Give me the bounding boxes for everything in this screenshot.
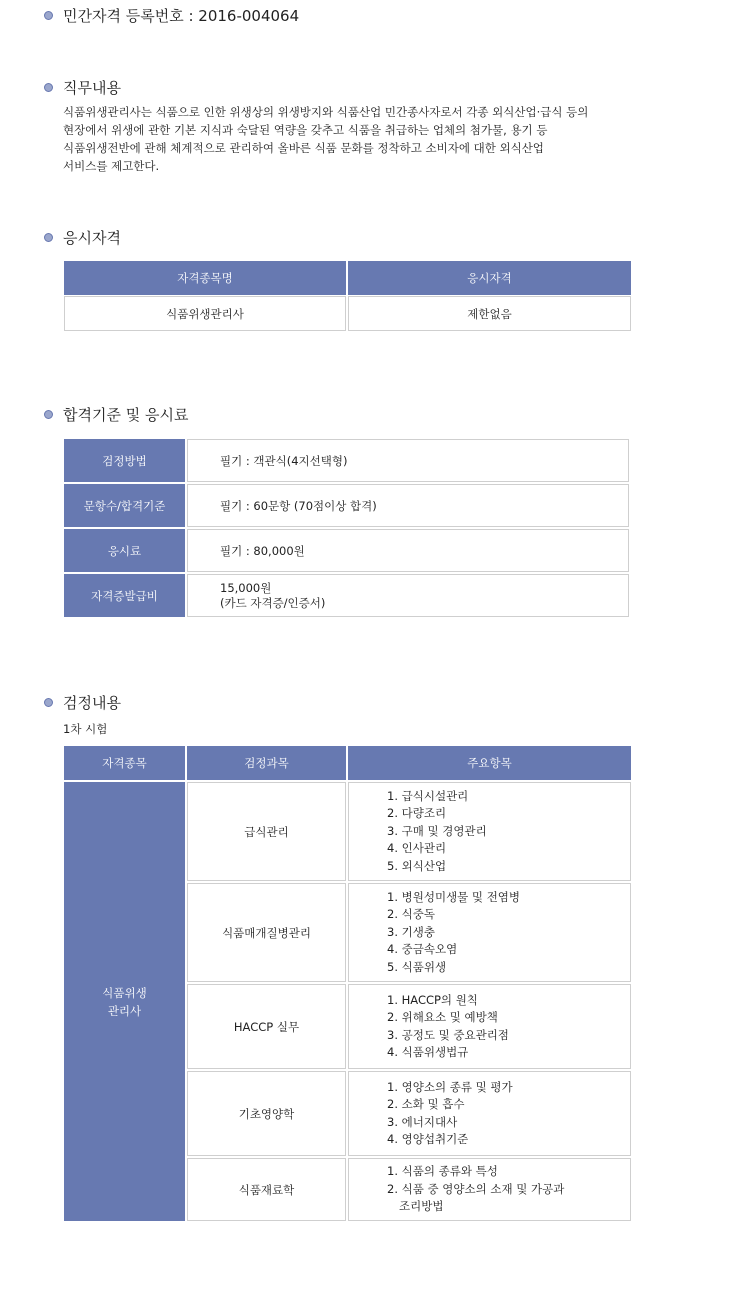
eligibility-heading [44,227,121,248]
subject-items [348,1158,631,1221]
criteria-label-method: 검정방법 [64,439,185,482]
list-item: 3. 기생충 [387,924,435,939]
item-list [387,788,487,876]
issuance-fee: 15,000원 [220,580,272,595]
subject-name: 기초영양학 [187,1071,346,1156]
registration-number: 민간자격 등록번호 : 2016-004064 [63,7,300,25]
content-header-subject: 검정과목 [187,746,346,780]
duty-heading [44,77,121,98]
duty-line: 식품위생전반에 관해 체계적으로 관리하여 올바른 식품 문화를 정착하고 소비자에 대한 외식산업 [63,141,544,155]
list-item: 5. 외식산업 [387,858,447,873]
duty-description [63,103,653,175]
bullet-icon [44,83,53,92]
subject-name: 급식관리 [187,782,346,881]
list-item: 2. 소화 및 흡수 [387,1097,465,1111]
criteria-title: 합격기준 및 응시료 [63,406,189,424]
subject-name: 식품매개질병관리 [187,883,346,982]
list-item: 1. 식품의 종류와 특성 [387,1164,498,1179]
criteria-value-issuance [187,574,629,617]
bullet-icon [44,233,53,242]
list-item: 3. 구매 및 경영관리 [387,823,487,838]
registration-heading [44,5,299,26]
bullet-icon [44,11,53,20]
list-item: 1. 영양소의 종류 및 평가 [387,1079,513,1094]
content-header-items: 주요항목 [348,746,631,780]
qualification-line: 관리사 [107,1003,142,1018]
duty-line: 서비스를 제고한다. [63,159,160,173]
list-item: 4. 인사관리 [387,841,447,856]
duty-title: 직무내용 [63,79,121,97]
subject-name: 식품재료학 [187,1158,346,1221]
exam-round-label: 1차 시험 [63,722,108,736]
issuance-note: (카드 자격증/인증서) [220,595,326,610]
bullet-icon [44,410,53,419]
list-item: 4. 중금속오염 [387,942,458,957]
bullet-icon [44,698,53,707]
list-item: 4. 식품위생법규 [387,1045,469,1059]
eligibility-header-name: 자격종목명 [64,261,346,295]
eligibility-title: 응시자격 [63,229,121,247]
list-item: 1. 병원성미생물 및 전염병 [387,889,521,904]
criteria-label-issuance: 자격증발급비 [64,574,185,617]
eligibility-requirement: 제한없음 [348,296,631,331]
item-list [387,992,509,1062]
list-item: 1. 급식시설관리 [387,788,469,803]
list-item: 3. 에너지대사 [387,1114,458,1129]
criteria-label-passing: 문항수/합격기준 [64,484,185,527]
list-item: 1. HACCP의 원칙 [387,992,478,1007]
list-item-continuation: 조리방법 [399,1199,444,1214]
list-item: 5. 식품위생 [387,959,447,974]
eligibility-header-requirement: 응시자격 [348,261,631,295]
criteria-heading [44,404,188,425]
subject-items [348,782,631,881]
duty-line: 식품위생관리사는 식품으로 인한 위생상의 위생방지와 식품산업 민간종사자로서 각종 외식산업·급식 등의 [63,105,589,119]
criteria-value-fee: 필기 : 80,000원 [187,529,629,572]
list-item: 2. 식품 중 영양소의 소재 및 가공과 [387,1181,565,1196]
list-item: 2. 식중독 [387,907,435,922]
item-list [387,889,520,977]
item-list [387,1163,564,1216]
content-title: 검정내용 [63,694,121,712]
subject-items [348,984,631,1069]
criteria-value-passing: 필기 : 60문항 (70점이상 합격) [187,484,629,527]
duty-line: 현장에서 위생에 관한 기본 지식과 숙달된 역량을 갖추고 식품을 취급하는 업체의 첨가물, 용기 등 [63,123,548,137]
subject-name: HACCP 실무 [187,984,346,1069]
list-item: 2. 다량조리 [387,806,447,821]
list-item: 2. 위해요소 및 예방책 [387,1010,498,1024]
list-item: 4. 영양섭취기준 [387,1132,469,1146]
content-heading [44,692,121,713]
subject-items [348,883,631,982]
content-header-qualification: 자격종목 [64,746,185,780]
content-qualification [64,782,185,1221]
list-item: 3. 공정도 및 중요관리점 [387,1027,509,1042]
criteria-value-method: 필기 : 객관식(4지선택형) [187,439,629,482]
subject-items [348,1071,631,1156]
item-list [387,1079,513,1149]
criteria-label-fee: 응시료 [64,529,185,572]
eligibility-qualification-name: 식품위생관리사 [64,296,346,331]
qualification-line: 식품위생 [102,985,147,1000]
